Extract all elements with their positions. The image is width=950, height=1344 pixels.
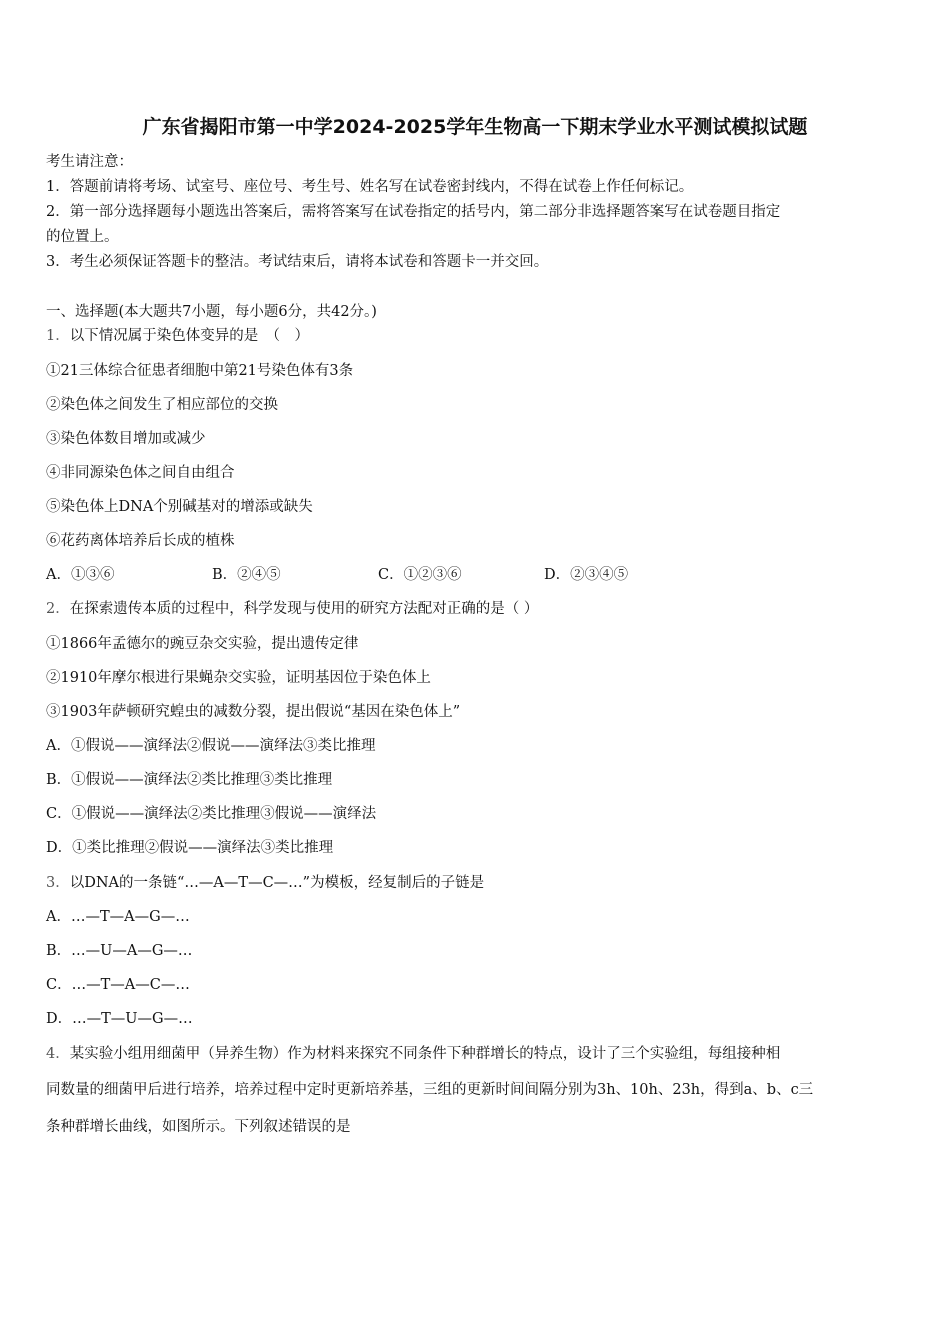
question-2-item: ①1866年孟德尔的豌豆杂交实验，提出遗传定律 bbox=[46, 636, 359, 652]
option-a[interactable]: A．…—T—A—G—… bbox=[46, 909, 190, 925]
question-1-item: ①21三体综合征患者细胞中第21号染色体有3条 bbox=[46, 363, 354, 379]
question-text: 以DNA的一条链“…—A—T—C—…”为模板，经复制后的子链是 bbox=[69, 875, 485, 891]
option-d[interactable]: D．…—T—U—G—… bbox=[46, 1011, 193, 1027]
question-1-options bbox=[46, 565, 911, 585]
notice-item-1: 1．答题前请将考场、试室号、座位号、考生号、姓名写在试卷密封线内，不得在试卷上作任何标记。 bbox=[46, 179, 694, 195]
question-number: 2． bbox=[46, 601, 70, 617]
question-text: 某实验小组用细菌甲（异养生物）作为材料来探究不同条件下种群增长的特点，设计了三个实验组，每组接种相 bbox=[69, 1046, 781, 1062]
question-number: 1． bbox=[46, 328, 70, 344]
option-b[interactable]: B．②④⑤ bbox=[212, 567, 281, 583]
option-c[interactable]: C．①假说——演绎法②类比推理③假说——演绎法 bbox=[46, 806, 377, 822]
notice-item-3: 3．考生必须保证答题卡的整洁。考试结束后，请将本试卷和答题卡一并交回。 bbox=[46, 254, 549, 270]
question-text: 在探索遗传本质的过程中，科学发现与使用的研究方法配对正确的是（ ） bbox=[69, 601, 539, 617]
option-c[interactable]: C．①②③⑥ bbox=[378, 567, 462, 583]
question-4-stem bbox=[46, 1044, 911, 1064]
question-4-text: 条种群增长曲线，如图所示。下列叙述错误的是 bbox=[46, 1119, 351, 1135]
question-1-stem bbox=[46, 326, 911, 346]
question-1-item: ③染色体数目增加或减少 bbox=[46, 431, 206, 447]
option-a[interactable]: A．①假说——演绎法②假说——演绎法③类比推理 bbox=[46, 738, 376, 754]
question-2-stem bbox=[46, 599, 911, 619]
notice-item-2-cont: 的位置上。 bbox=[46, 229, 119, 245]
question-4-text: 同数量的细菌甲后进行培养，培养过程中定时更新培养基，三组的更新时间间隔分别为3h、10h、23h，得到a、b、c三 bbox=[46, 1082, 814, 1098]
question-1-item: ⑤染色体上DNA个别碱基对的增添或缺失 bbox=[46, 499, 313, 515]
section-heading: 一、选择题(本大题共7小题，每小题6分，共42分。) bbox=[46, 304, 377, 320]
question-number: 4． bbox=[46, 1046, 70, 1062]
notice-heading: 考生请注意： bbox=[46, 154, 133, 170]
option-a[interactable]: A．①③⑥ bbox=[46, 567, 115, 583]
page-title: 广东省揭阳市第一中学2024-2025学年生物高一下期末学业水平测试模拟试题 bbox=[142, 116, 808, 138]
option-d[interactable]: D．②③④⑤ bbox=[544, 567, 629, 583]
option-b[interactable]: B．…—U—A—G—… bbox=[46, 943, 193, 959]
question-2-item: ③1903年萨顿研究蝗虫的减数分裂，提出假说“基因在染色体上” bbox=[46, 704, 461, 720]
option-d[interactable]: D．①类比推理②假说——演绎法③类比推理 bbox=[46, 840, 334, 856]
option-c[interactable]: C．…—T—A—C—… bbox=[46, 977, 190, 993]
question-number: 3． bbox=[46, 875, 70, 891]
notice-item-2: 2．第一部分选择题每小题选出答案后，需将答案写在试卷指定的括号内，第二部分非选择题答案写在试卷题目指定 bbox=[46, 204, 781, 220]
question-3-stem bbox=[46, 873, 911, 893]
question-1-item: ⑥花药离体培养后长成的植株 bbox=[46, 533, 235, 549]
question-text: 以下情况属于染色体变异的是 （ ） bbox=[69, 328, 309, 344]
question-2-item: ②1910年摩尔根进行果蝇杂交实验，证明基因位于染色体上 bbox=[46, 670, 431, 686]
question-1-item: ④非同源染色体之间自由组合 bbox=[46, 465, 235, 481]
option-b[interactable]: B．①假说——演绎法②类比推理③类比推理 bbox=[46, 772, 333, 788]
question-1-item: ②染色体之间发生了相应部位的交换 bbox=[46, 397, 278, 413]
